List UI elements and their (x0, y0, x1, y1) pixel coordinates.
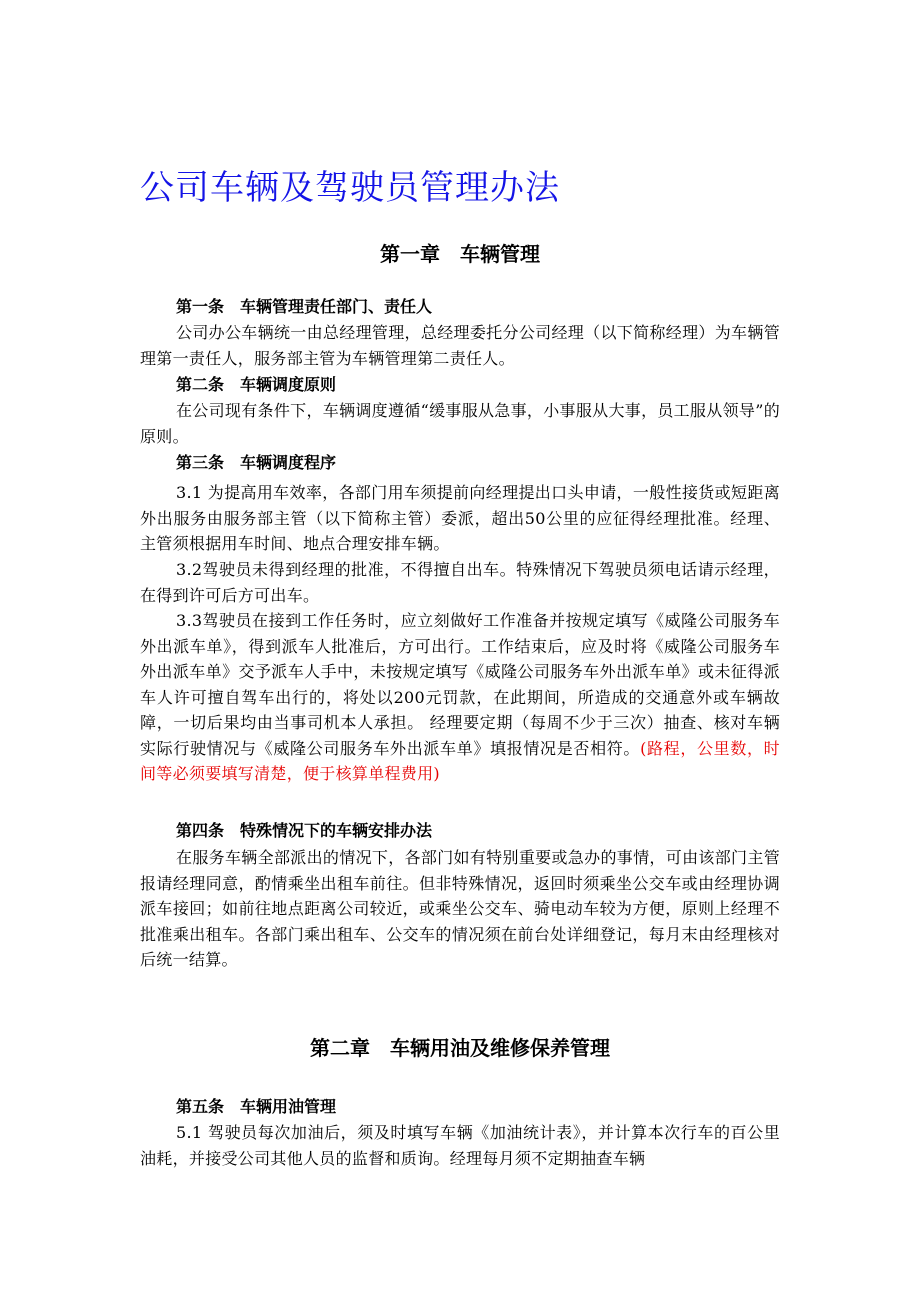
article-3-heading: 第三条 车辆调度程序 (176, 453, 337, 472)
fill-in-note: (路程，公里数，时间等必须要填写清楚，便于核算单程费用) (140, 738, 780, 783)
article-3-paragraph-3 (140, 608, 780, 787)
chapter-2-title: 第二章 车辆用油及维修保养管理 (310, 1036, 610, 1060)
chapter-1-title: 第一章 车辆管理 (380, 242, 540, 266)
article-1-paragraph: 公司办公车辆统一由总经理管理，总经理委托分公司经理（以下简称经理）为车辆管理第一责任人，服务部主管为车辆管理第二责任人。 (140, 323, 780, 368)
article-3-paragraph-3-text: 3.3驾驶员在接到工作任务时，应立刻做好工作准备并按规定填写《威隆公司服务车外出派车单》，得到派车人批准后，方可出行。工作结束后，应及时将《威隆公司服务车外出派车单》交予派车人手中，未按规定填写《威隆公司服务车外出派车单》或未征得派车人许可擅自驾车出行的，将处以200元罚款，在此期间，所造成的交通意外或车辆故障，一切后果均由当事司机本人承担。 经理要定期（每周不少于三次）抽查、核对车辆实际行驶情况与《威隆公司服务车外出派车单》填报情况是否相符。 (140, 611, 780, 758)
article-3-paragraph-2: 3.2驾驶员未得到经理的批准，不得擅自出车。特殊情况下驾驶员须电话请示经理，在得到许可后方可出车。 (140, 560, 780, 605)
article-5-heading: 第五条 车辆用油管理 (176, 1097, 337, 1116)
article-3-paragraph-1: 3.1 为提高用车效率，各部门用车须提前向经理提出口头申请，一般性接货或短距离外出服务由服务部主管（以下简称主管）委派，超出50公里的应征得经理批准。经理、主管须根据用车时间、地点合理安排车辆。 (140, 483, 780, 553)
document-title: 公司车辆及驾驶员管理办法 (140, 168, 560, 208)
article-2-heading: 第二条 车辆调度原则 (176, 375, 337, 394)
article-1-heading: 第一条 车辆管理责任部门、责任人 (176, 297, 433, 316)
article-4-paragraph: 在服务车辆全部派出的情况下，各部门如有特别重要或急办的事情，可由该部门主管报请经理同意，酌情乘坐出租车前往。但非特殊情况，返回时须乘坐公交车或由经理协调派车接回；如前往地点距离公司较近，或乘坐公交车、骑电动车较为方便，原则上经理不批准乘出租车。各部门乘出租车、公交车的情况须在前台处详细登记，每月末由经理核对后统一结算。 (140, 848, 780, 969)
article-4-heading: 第四条 特殊情况下的车辆安排办法 (176, 821, 433, 840)
article-5-paragraph-1: 5.1 驾驶员每次加油后，须及时填写车辆《加油统计表》，并计算本次行车的百公里油耗，并接受公司其他人员的监督和质询。经理每月须不定期抽查车辆 (140, 1123, 780, 1168)
article-2-paragraph: 在公司现有条件下，车辆调度遵循“缓事服从急事，小事服从大事，员工服从领导”的原则。 (140, 401, 780, 446)
